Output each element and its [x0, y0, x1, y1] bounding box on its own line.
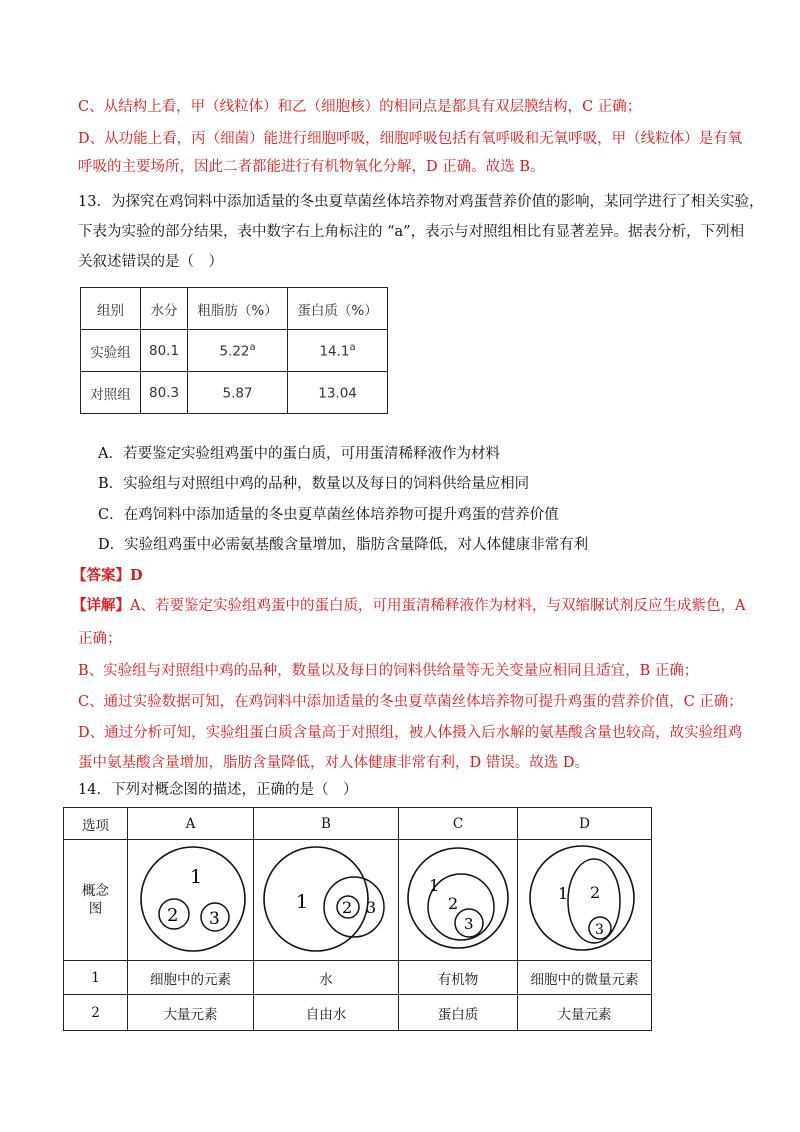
circle-number-1: 1	[557, 883, 568, 903]
prev-explanation-d-line1: D、从功能上看，丙（细菌）能进行细胞呼吸，细胞呼吸包括有氧呼吸和无氧呼吸，甲（线粒体）是有氧	[78, 131, 743, 147]
table-row	[81, 330, 388, 372]
circle-number-1: 1	[189, 865, 202, 888]
q13-detail-a-line2: 正确；	[78, 631, 122, 647]
q13-option-c: C．在鸡饲料中添加适量的冬虫夏草菌丝体培养物可提升鸡蛋的营养价值	[98, 507, 559, 523]
row1-col-a: 细胞中的元素	[128, 961, 254, 995]
q13-option-d: D．实验组鸡蛋中必需氨基酸含量增加，脂肪含量降低，对人体健康非常有利	[98, 537, 589, 553]
cell-group: 对照组	[81, 372, 141, 414]
q13-detail-c: C、通过实验数据可知，在鸡饲料中添加适量的冬虫夏草菌丝体培养物可提升鸡蛋的营养价值，C 正确；	[78, 694, 743, 710]
q14-concept-table	[63, 807, 652, 1031]
protein-value: 14.1	[319, 343, 350, 360]
concept-diagram-c	[399, 840, 518, 961]
circle-number-3: 3	[464, 914, 474, 933]
row2-col-b: 自由水	[254, 995, 399, 1031]
row1-col-c: 有机物	[399, 961, 518, 995]
concept-diagram-a	[128, 840, 254, 961]
diagram-row-label: 概念图	[64, 840, 128, 961]
header-fat: 粗脂肪（%）	[188, 288, 288, 330]
q13-answer: 【答案】D	[72, 567, 143, 584]
cell-protein	[288, 330, 388, 372]
q13-data-table	[80, 287, 388, 414]
table-row	[64, 961, 652, 995]
circle-number-3: 3	[594, 921, 604, 938]
header-water: 水分	[141, 288, 188, 330]
q13-detail-a-line1	[72, 596, 745, 616]
table-row	[64, 995, 652, 1031]
table-header-row	[81, 288, 388, 330]
table-header-row	[64, 808, 652, 840]
fat-value: 5.87	[222, 385, 253, 402]
q13-detail-d-line1: D、通过分析可知，实验组蛋白质含量高于对照组，被人体摄入后水解的氨基酸含量也较高，故实验组鸡	[78, 725, 743, 741]
row2-col-a: 大量元素	[128, 995, 254, 1031]
prev-explanation-c: C、从结构上看，甲（线粒体）和乙（细胞核）的相同点是都具有双层膜结构，C 正确；	[78, 99, 642, 115]
cell-protein	[288, 372, 388, 414]
cell-water: 80.3	[141, 372, 188, 414]
cell-fat	[188, 330, 288, 372]
detail-a-text: A、若要鉴定实验组鸡蛋中的蛋白质，可用蛋清稀释液作为材料，与双缩脲试剂反应生成紫色，A	[130, 598, 746, 614]
cell-fat	[188, 372, 288, 414]
q13-option-b: B．实验组与对照组中鸡的品种，数量以及每日的饲料供给量应相同	[98, 476, 530, 492]
header-col-b: B	[254, 808, 399, 840]
circle-number-1: 1	[429, 875, 440, 895]
row1-col-b: 水	[254, 961, 399, 995]
concept-diagram-b	[254, 840, 399, 961]
q13-stem-line3: 关叙述错误的是（ ）	[78, 254, 223, 270]
row1-label: 1	[64, 961, 128, 995]
row2-col-d: 大量元素	[518, 995, 652, 1031]
detail-label: 【详解】	[72, 597, 130, 614]
header-col-a: A	[128, 808, 254, 840]
circle-number-2: 2	[342, 897, 353, 917]
concept-diagram-d	[518, 840, 652, 961]
header-col-d: D	[518, 808, 652, 840]
q13-detail-b: B、实验组与对照组中鸡的品种，数量以及每日的饲料供给量等无关变量应相同且适宜，B 正确；	[78, 663, 699, 679]
table-row	[81, 372, 388, 414]
circle-number-2: 2	[589, 882, 600, 902]
q14-stem: 14．下列对概念图的描述，正确的是（ ）	[78, 782, 358, 798]
header-col-c: C	[399, 808, 518, 840]
cell-water: 80.1	[141, 330, 188, 372]
header-protein: 蛋白质（%）	[288, 288, 388, 330]
prev-explanation-d-line2: 呼吸的主要场所，因此二者都能进行有机物氧化分解，D 正确。故选 B。	[78, 159, 545, 175]
cell-group: 实验组	[81, 330, 141, 372]
significance-mark: a	[349, 341, 356, 353]
diagram-row	[64, 840, 652, 961]
q13-option-a: A．若要鉴定实验组鸡蛋中的蛋白质，可用蛋清稀释液作为材料	[98, 446, 500, 462]
circle-number-1: 1	[296, 890, 309, 913]
header-option-label: 选项	[64, 808, 128, 840]
q13-stem-line2: 下表为实验的部分结果，表中数字右上角标注的 “a”，表示与对照组相比有显著差异。据表分析，下列相	[78, 224, 745, 240]
header-group: 组别	[81, 288, 141, 330]
fat-value: 5.22	[219, 343, 250, 360]
protein-value: 13.04	[318, 385, 357, 402]
circle-number-3: 3	[366, 897, 377, 917]
circle-number-2: 2	[448, 893, 459, 913]
circle-number-2: 2	[166, 904, 178, 926]
q13-detail-d-line2: 蛋中氨基酸含量增加，脂肪含量降低，对人体健康非常有利，D 错误。故选 D。	[78, 755, 589, 771]
row2-label: 2	[64, 995, 128, 1031]
row2-col-c: 蛋白质	[399, 995, 518, 1031]
q13-stem-line1: 13．为探究在鸡饲料中添加适量的冬虫夏草菌丝体培养物对鸡蛋营养价值的影响，某同学进行了相关实验，	[78, 194, 764, 210]
row1-col-d: 细胞中的微量元素	[518, 961, 652, 995]
circle-number-3: 3	[208, 908, 220, 929]
significance-mark: a	[249, 341, 256, 353]
